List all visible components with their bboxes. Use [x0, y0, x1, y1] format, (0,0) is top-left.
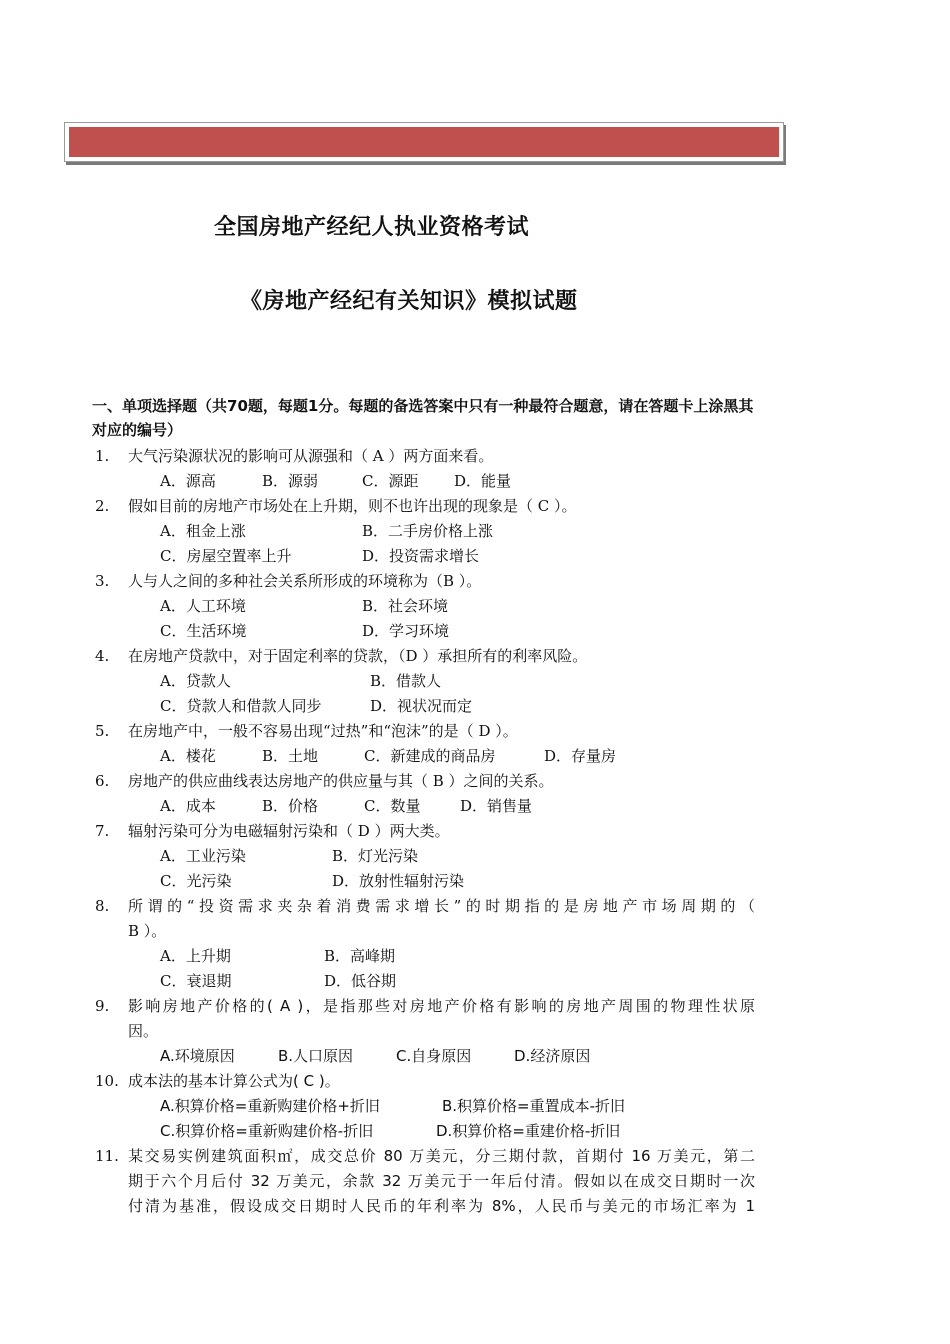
question-number: 5.: [95, 722, 110, 740]
question-number: 4.: [95, 647, 110, 665]
option: C．房屋空置率上升: [160, 547, 292, 565]
option: A．源高: [160, 472, 216, 490]
question-text: 房地产的供应曲线表达房地产的供应量与其（ B ）之间的关系。: [128, 772, 554, 790]
option: A.环境原因: [160, 1047, 235, 1065]
question-text: 影响房地产价格的( A )，是指那些对房地产价格有影响的房地产周围的物理性状原: [128, 997, 755, 1015]
question-text: 人与人之间的多种社会关系所形成的环境称为（B ）。: [128, 572, 482, 590]
question-number: 6.: [95, 772, 110, 790]
question-text: 辐射污染可分为电磁辐射污染和（ D ）两大类。: [128, 822, 450, 840]
question-text-cont: B ）。: [128, 922, 167, 940]
question-text: 在房地产中，一般不容易出现“过热”和“泡沫”的是（ D ）。: [128, 722, 518, 740]
option: B．源弱: [262, 472, 319, 490]
option: B．价格: [262, 797, 319, 815]
option: D．放射性辐射污染: [332, 872, 465, 890]
question-number: 9.: [95, 997, 110, 1015]
option: B.人口原因: [278, 1047, 354, 1065]
exam-title: 全国房地产经纪人执业资格考试: [214, 215, 530, 240]
question-text: 所谓的“投资需求夹杂着消费需求增长”的时期指的是房地产市场周期的（: [128, 897, 755, 915]
question-number: 11.: [95, 1147, 119, 1165]
option: B．借款人: [370, 672, 442, 690]
option: D．销售量: [460, 797, 533, 815]
option: A．租金上涨: [160, 522, 246, 540]
option: A.积算价格=重新购建价格+折旧: [160, 1097, 380, 1115]
question-number: 7.: [95, 822, 110, 840]
question-number: 3.: [95, 572, 110, 590]
exam-subtitle: 《房地产经纪有关知识》模拟试题: [240, 289, 578, 314]
option: C．新建成的商品房: [364, 747, 496, 765]
option: C．贷款人和借款人同步: [160, 697, 322, 715]
option: B．二手房价格上涨: [362, 522, 494, 540]
option: C．衰退期: [160, 972, 232, 990]
option: A．人工环境: [160, 597, 246, 615]
option: B．土地: [262, 747, 319, 765]
question-text: 某交易实例建筑面积㎡，成交总价 80 万美元，分三期付款，首期付 16 万美元，第二: [128, 1147, 755, 1165]
option: B．高峰期: [324, 947, 396, 965]
option: C．光污染: [160, 872, 232, 890]
option: D．能量: [454, 472, 512, 490]
option: C.自身原因: [396, 1047, 472, 1065]
option: D．低谷期: [324, 972, 397, 990]
question-text-cont: 因。: [128, 1022, 159, 1040]
option: B．灯光污染: [332, 847, 419, 865]
option: C．源距: [362, 472, 419, 490]
question-text-cont: 期于六个月后付 32 万美元，余款 32 万美元于一年后付清。假如以在成交日期时一次: [128, 1172, 755, 1190]
option: D．视状况而定: [370, 697, 473, 715]
option: D.经济原因: [514, 1047, 591, 1065]
option: B．社会环境: [362, 597, 449, 615]
option: C．生活环境: [160, 622, 247, 640]
section-heading: 一、单项选择题（共70题，每题1分。每题的备选答案中只有一种最符合题意，请在答题卡上涂黑其对应的编号）: [92, 397, 754, 439]
option: A．成本: [160, 797, 216, 815]
question-number: 2.: [95, 497, 110, 515]
option: C．数量: [364, 797, 421, 815]
option: D．学习环境: [362, 622, 450, 640]
option: A．楼花: [160, 747, 216, 765]
option: D.积算价格=重建价格-折旧: [436, 1122, 621, 1140]
question-number: 1.: [95, 447, 110, 465]
option: A．工业污染: [160, 847, 246, 865]
question-text-cont: 付清为基准，假设成交日期时人民币的年利率为 8%，人民币与美元的市场汇率为 1: [128, 1197, 755, 1215]
question-text: 在房地产贷款中，对于固定利率的贷款，（D ）承担所有的利率风险。: [128, 647, 588, 665]
question-text: 成本法的基本计算公式为( C )。: [128, 1072, 340, 1090]
header-banner: [64, 122, 784, 162]
option: D．投资需求增长: [362, 547, 480, 565]
option: B.积算价格=重置成本-折旧: [442, 1097, 626, 1115]
option: A．贷款人: [160, 672, 231, 690]
header-banner-bar: [69, 127, 779, 157]
question-text: 大气污染源状况的影响可从源强和（ A ）两方面来看。: [128, 447, 494, 465]
question-number: 8.: [95, 897, 110, 915]
question-number: 10.: [95, 1072, 119, 1090]
option: C.积算价格=重新购建价格-折旧: [160, 1122, 374, 1140]
question-text: 假如目前的房地产市场处在上升期，则不也许出现的现象是（ C ）。: [128, 497, 577, 515]
option: D．存量房: [544, 747, 617, 765]
option: A．上升期: [160, 947, 231, 965]
